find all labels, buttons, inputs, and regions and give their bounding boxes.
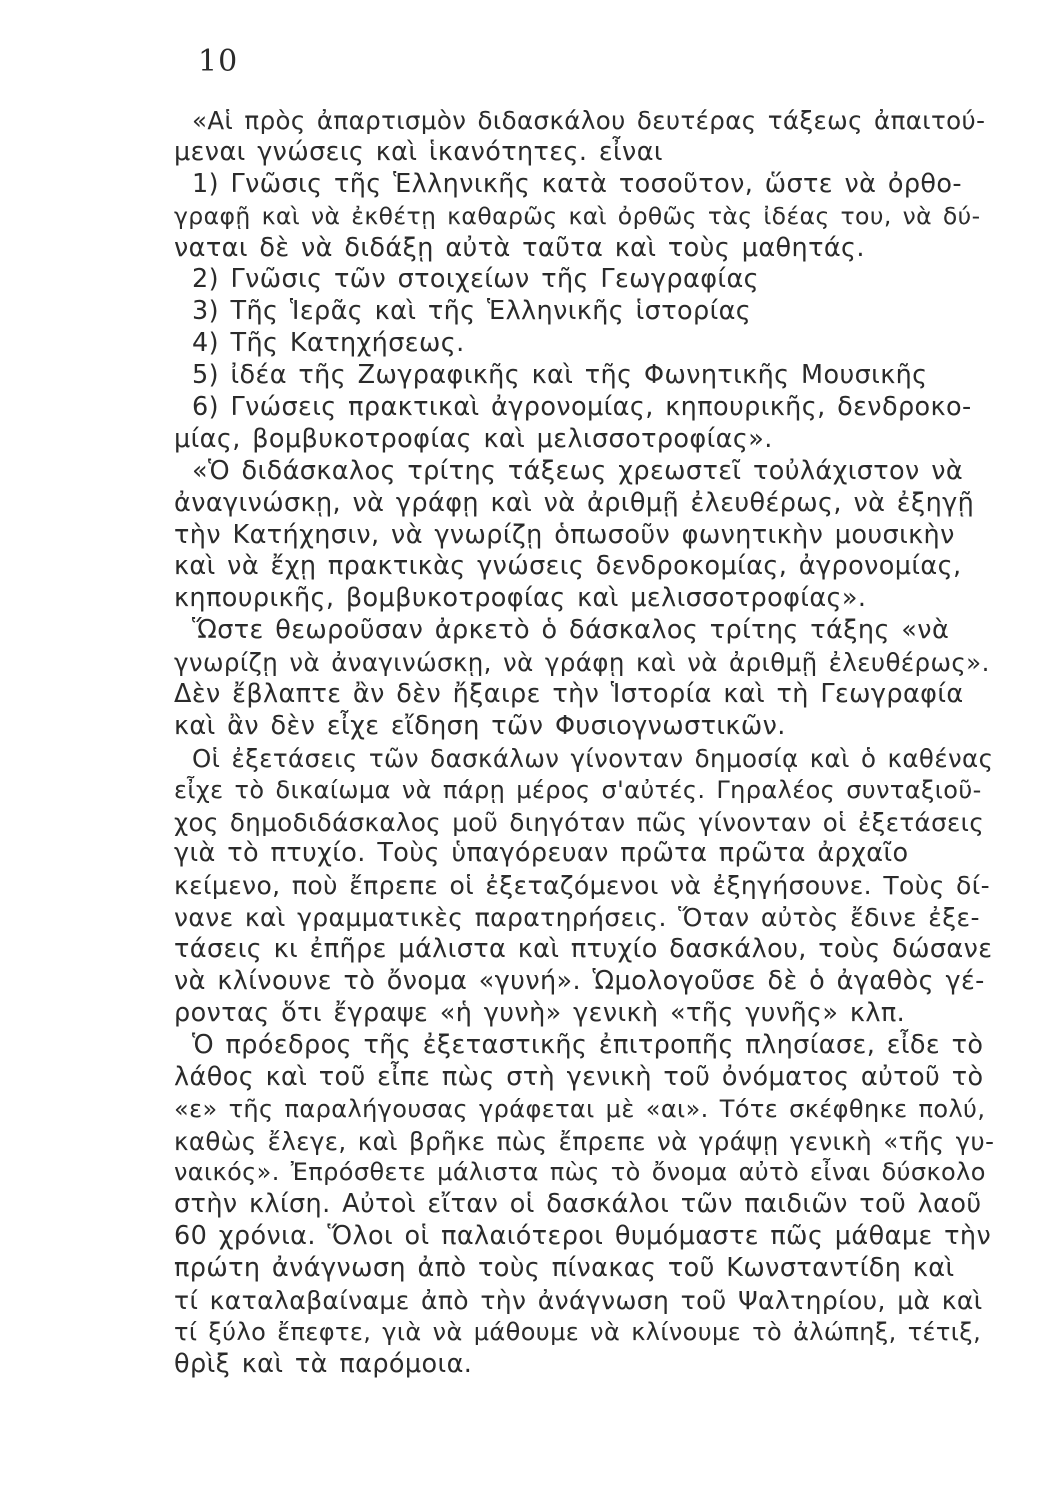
text-line: ναικός». Ἐπρόσθετε μάλιστα πὼς τὸ ὄνομα αὐτὸ εἶναι δύσκολο: [174, 1158, 986, 1187]
text-line: τί ξύλο ἔπεφτε, γιὰ νὰ μάθουμε νὰ κλίνουμε τὸ ἀλώπηξ, τέτιξ,: [174, 1317, 982, 1346]
text-line: ροντας ὅτι ἔγραψε «ἡ γυνὴ» γενικὴ «τῆς γυνῆς» κλπ.: [174, 997, 906, 1028]
text-line: 1) Γνῶσις τῆς Ἑλληνικῆς κατὰ τοσοῦτον, ὥστε νὰ ὀρθο-: [192, 168, 963, 199]
text-line: λάθος καὶ τοῦ εἶπε πὼς στὴ γενικὴ τοῦ ὀνόματος αὐτοῦ τὸ: [174, 1061, 984, 1092]
page-number: 10: [198, 44, 239, 79]
text-line: μεναι γνώσεις καὶ ἱκανότητες. εἶναι: [174, 136, 663, 167]
text-line: Οἱ ἐξετάσεις τῶν δασκάλων γίνονταν δημοσίᾳ καὶ ὁ καθένας: [192, 743, 994, 773]
text-line: «Ὁ διδάσκαλος τρίτης τάξεως χρεωστεῖ τοὐλάχιστον νὰ: [192, 455, 964, 486]
text-line: τὴν Κατήχησιν, νὰ γνωρίζῃ ὁπωσοῦν φωνητικὴν μουσικὴν: [174, 519, 955, 550]
text-line: νανε καὶ γραμματικὲς παρατηρήσεις. Ὅταν αὐτὸς ἔδινε ἐξε-: [174, 903, 980, 933]
text-line: Ὥστε θεωροῦσαν ἀρκετὸ ὁ δάσκαλος τρίτης τάξης «νὰ: [192, 615, 950, 646]
text-line: 2) Γνῶσις τῶν στοιχείων τῆς Γεωγραφίας: [192, 264, 760, 295]
text-line: εἶχε τὸ δικαίωμα νὰ πάρῃ μέρος σ'αὐτές. Γηραλέος συνταξιοῦ-: [174, 775, 982, 804]
text-line: τάσεις κι ἐπῆρε μάλιστα καὶ πτυχίο δασκάλου, τοὺς δώσανε: [174, 934, 993, 965]
body-text: [174, 105, 994, 1381]
text-line: ἀναγινώσκῃ, νὰ γράφῃ καὶ νὰ ἀριθμῇ ἐλευθέρως, νὰ ἐξηγῇ: [174, 487, 975, 518]
text-line: Δὲν ἔβλαπτε ἂν δὲν ἤξαιρε τὴν Ἱστορία καὶ τὴ Γεωγραφία: [174, 679, 964, 710]
text-line: 3) Τῆς Ἱερᾶς καὶ τῆς Ἑλληνικῆς ἱστορίας: [192, 296, 752, 327]
text-line: ναται δὲ νὰ διδάξῃ αὐτὰ ταῦτα καὶ τοὺς μαθητάς.: [174, 232, 865, 263]
text-line: μίας, βομβυκοτροφίας καὶ μελισσοτροφίας».: [174, 423, 773, 454]
text-line: στὴν κλίση. Αὐτοὶ εἴταν οἱ δασκάλοι τῶν παιδιῶν τοῦ λαοῦ: [174, 1189, 982, 1220]
text-line: 60 χρόνια. Ὅλοι οἱ παλαιότεροι θυμόμαστε πῶς μάθαμε τὴν: [174, 1221, 992, 1252]
text-line: καθὼς ἔλεγε, καὶ βρῆκε πὼς ἔπρεπε νὰ γράψῃ γενικὴ «τῆς γυ-: [174, 1126, 995, 1156]
text-line: 4) Τῆς Κατηχήσεως.: [192, 328, 465, 359]
text-line: «ε» τῆς παραλήγουσας γράφεται μὲ «αι». Τότε σκέφθηκε πολύ,: [174, 1094, 986, 1123]
text-line: κείμενο, ποὺ ἔπρεπε οἱ ἐξεταζόμενοι νὰ ἐξηγήσουνε. Τοὺς δί-: [174, 871, 991, 901]
text-line: χος δημοδιδάσκαλος μοῦ διηγόταν πῶς γίνονταν οἱ ἐξετάσεις: [174, 807, 985, 837]
text-line: καὶ νὰ ἔχῃ πρακτικὰς γνώσεις δενδροκομίας, ἀγρονομίας,: [174, 551, 962, 582]
text-line: γιὰ τὸ πτυχίο. Τοὺς ὑπαγόρευαν πρῶτα πρῶτα ἀρχαῖο: [174, 838, 909, 869]
text-line: κηπουρικῆς, βομβυκοτροφίας καὶ μελισσοτροφίας».: [174, 583, 867, 614]
text-line: γνωρίζῃ νὰ ἀναγινώσκῃ, νὰ γράφῃ καὶ νὰ ἀριθμῇ ἐλευθέρως».: [174, 648, 990, 678]
text-line: καὶ ἂν δὲν εἶχε εἴδηση τῶν Φυσιογνωστικῶν.: [174, 710, 786, 741]
text-line: Ὁ πρόεδρος τῆς ἐξεταστικῆς ἐπιτροπῆς πλησίασε, εἶδε τὸ: [192, 1029, 984, 1060]
text-line: 5) ἰδέα τῆς Ζωγραφικῆς καὶ τῆς Φωνητικῆς Μουσικῆς: [192, 360, 928, 391]
text-line: 6) Γνώσεις πρακτικαὶ ἀγρονομίας, κηπουρικῆς, δενδροκο-: [192, 392, 972, 423]
text-line: «Αἱ πρὸς ἀπαρτισμὸν διδασκάλου δευτέρας τάξεως ἀπαιτού-: [192, 106, 986, 135]
text-line: πρώτη ἀνάγνωση ἀπὸ τοὺς πίνακας τοῦ Κωνσταντίδη καὶ: [174, 1253, 955, 1284]
text-line: γραφῇ καὶ νὰ ἐκθέτῃ καθαρῶς καὶ ὀρθῶς τὰς ἰδέας του, νὰ δύ-: [174, 201, 981, 230]
text-line: νὰ κλίνουνε τὸ ὄνομα «γυνή». Ὡμολογοῦσε δὲ ὁ ἀγαθὸς γέ-: [174, 966, 985, 997]
text-line: θρὶξ καὶ τὰ παρόμοια.: [174, 1348, 473, 1379]
text-line: τί καταλαβαίναμε ἀπὸ τὴν ἀνάγνωση τοῦ Ψαλτηρίου, μὰ καὶ: [174, 1285, 983, 1315]
